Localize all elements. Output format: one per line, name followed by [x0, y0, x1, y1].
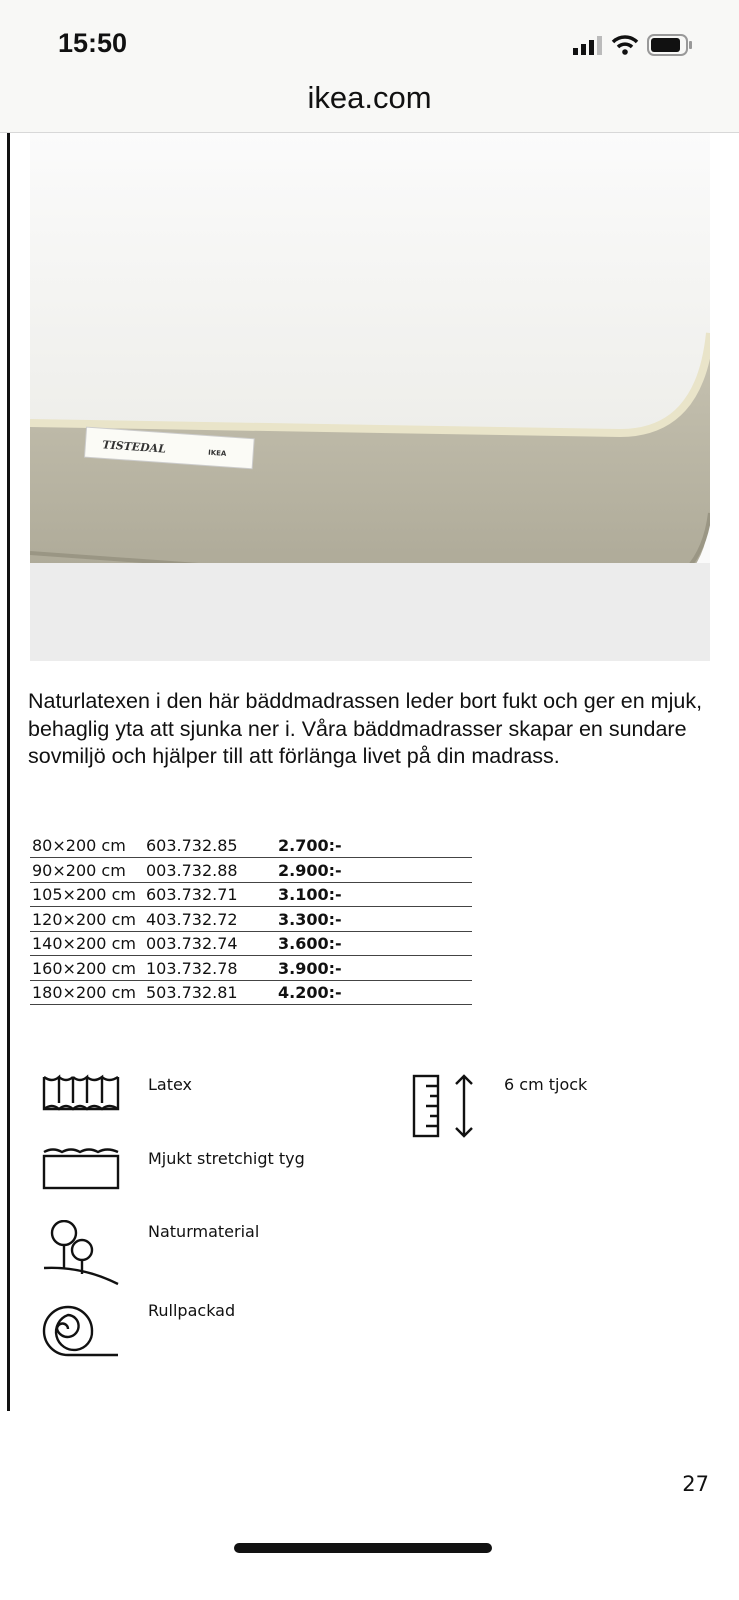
price-cell: 2.900:- [276, 858, 472, 883]
article-number-cell: 503.732.81 [144, 980, 276, 1005]
size-cell: 80×200 cm [30, 833, 144, 858]
price-row [30, 833, 472, 858]
battery-icon [647, 34, 693, 56]
stretch-fabric-icon [42, 1147, 120, 1217]
home-indicator[interactable] [234, 1543, 492, 1553]
price-row [30, 980, 472, 1005]
feature-label: Mjukt stretchigt tyg [148, 1149, 305, 1168]
price-cell: 2.700:- [276, 833, 472, 858]
price-cell: 3.300:- [276, 907, 472, 932]
price-row [30, 956, 472, 981]
feature-latex [42, 1073, 192, 1143]
article-number-cell: 603.732.85 [144, 833, 276, 858]
size-cell: 90×200 cm [30, 858, 144, 883]
size-cell: 105×200 cm [30, 882, 144, 907]
price-row [30, 907, 472, 932]
feature-roll [42, 1299, 235, 1369]
price-cell: 4.200:- [276, 980, 472, 1005]
article-number-cell: 003.732.74 [144, 931, 276, 956]
price-table [30, 833, 472, 1005]
article-number-cell: 603.732.71 [144, 882, 276, 907]
size-cell: 180×200 cm [30, 980, 144, 1005]
roll-packed-icon [42, 1299, 120, 1369]
price-cell: 3.100:- [276, 882, 472, 907]
wifi-icon [611, 35, 639, 55]
feature-nature [42, 1220, 259, 1290]
product-description: Naturlatexen i den här bäddmadrassen leder bort fukt och ger en mjuk, behaglig yta att sjunka ner i. Våra bäddmadrasser skapar en sundare sovmiljö och hjälper till att förlänga livet på din madrass. [28, 689, 703, 768]
price-row [30, 931, 472, 956]
thickness-icon [412, 1073, 490, 1143]
nature-material-icon [42, 1220, 120, 1290]
page-number: 27 [682, 1472, 709, 1496]
ikea-logo: IKEA [207, 448, 227, 458]
price-cell: 3.900:- [276, 956, 472, 981]
status-bar [0, 0, 739, 133]
address-bar-url[interactable]: ikea.com [307, 80, 432, 115]
feature-label: 6 cm tjock [504, 1075, 588, 1094]
latex-icon [42, 1073, 120, 1143]
feature-thickness [412, 1073, 587, 1143]
mattress-topper-image [30, 133, 710, 661]
price-row [30, 882, 472, 907]
size-cell: 120×200 cm [30, 907, 144, 932]
feature-label: Naturmaterial [148, 1222, 260, 1241]
article-number-cell: 103.732.78 [144, 956, 276, 981]
feature-label: Latex [148, 1075, 193, 1094]
tag-name: TISTEDAL [101, 438, 167, 456]
signal-icon [573, 35, 603, 55]
price-cell: 3.600:- [276, 931, 472, 956]
status-time: 15:50 [58, 28, 128, 58]
article-number-cell: 403.732.72 [144, 907, 276, 932]
size-cell: 160×200 cm [30, 956, 144, 981]
article-number-cell: 003.732.88 [144, 858, 276, 883]
price-row [30, 858, 472, 883]
page-margin-line [7, 133, 10, 1411]
feature-label: Rullpackad [148, 1301, 236, 1320]
size-cell: 140×200 cm [30, 931, 144, 956]
status-icons [573, 34, 693, 56]
feature-fabric [42, 1147, 305, 1217]
